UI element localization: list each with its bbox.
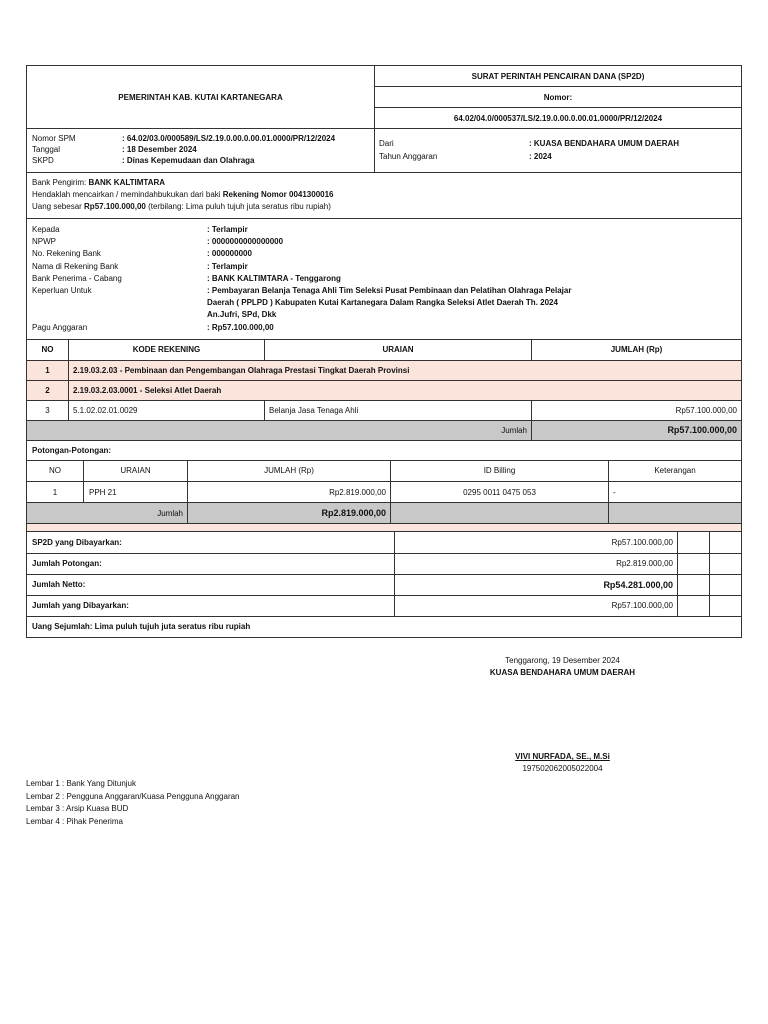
pagu-label: Pagu Anggaran (32, 322, 88, 332)
jumlah-dibayarkan-value: Rp57.100.000,00 (395, 595, 678, 616)
list-item: Lembar 1 : Bank Yang Ditunjuk (26, 779, 136, 788)
keperluan-line-2: Daerah ( PPLPD ) Kabupaten Kutai Kartanegara Dalam Rangka Seleksi Atlet Daerah Th. 2024 (207, 298, 558, 308)
bank-pengirim-value: BANK KALTIMTARA (88, 178, 166, 187)
pot-total-row (27, 503, 742, 524)
summary-table (26, 532, 742, 638)
signatory-nip: 197502062005022004 (522, 764, 603, 773)
table-row (27, 400, 742, 420)
keperluan-line-1: : Pembayaran Belanja Tenaga Ahli Tim Seleksi Pusat Pembinaan dan Pelatihan Olahraga Pelajar (207, 286, 572, 296)
skpd-value: : Dinas Kepemudaan dan Olahraga (122, 156, 255, 165)
col-jumlah: JUMLAH (Rp) (532, 340, 742, 360)
npwp-label: NPWP (32, 237, 56, 247)
sp2d-document (26, 65, 742, 638)
row-no: 3 (27, 400, 69, 420)
nomor-value: 64.02/04.0/000537/LS/2.19.0.00.0.00.01.0000/PR/12/2024 (375, 108, 742, 129)
nama-rekening-value: : Terlampir (207, 261, 248, 271)
signature-role: KUASA BENDAHARA UMUM DAERAH (489, 668, 636, 677)
uang-amount: Rp57.100.000,00 (84, 202, 146, 211)
sp2d-label: SP2D yang Dibayarkan: (27, 532, 395, 553)
jumlah-potongan-value: Rp2.819.000,00 (395, 553, 678, 574)
nomor-label: Nomor: (375, 87, 742, 108)
tahun-value: : 2024 (529, 152, 552, 161)
nomor-spm-value: : 64.02/03.0/000589/LS/2.19.0.00.0.00.01.0000/PR/12/2024 (122, 134, 336, 143)
pot-total-value: Rp2.819.000,00 (188, 503, 391, 524)
pot-row-billing: 0295 0011 0475 053 (391, 482, 609, 503)
skpd-label: SKPD (32, 156, 54, 165)
table-row (27, 360, 742, 380)
pot-row-jumlah: Rp2.819.000,00 (188, 482, 391, 503)
pot-col-keterangan: Keterangan (609, 461, 742, 482)
table-row (27, 482, 742, 503)
jumlah-netto-label: Jumlah Netto: (27, 574, 395, 595)
tanggal-label: Tanggal (32, 145, 61, 154)
dari-label: Dari (379, 139, 394, 148)
pagu-value: : Rp57.100.000,00 (207, 322, 274, 332)
norek-label: No. Rekening Bank (32, 249, 101, 259)
row-kode: 5.1.02.02.01.0029 (69, 400, 265, 420)
instruction-text: Hendaklah mencairkan / memindahbukukan dari baki (32, 190, 223, 199)
list-item: Lembar 4 : Pihak Penerima (26, 816, 123, 826)
document-title: SURAT PERINTAH PENCAIRAN DANA (SP2D) (375, 66, 742, 87)
dari-value: : KUASA BENDAHARA UMUM DAERAH (529, 139, 680, 148)
row-no: 2 (27, 380, 69, 400)
potongan-title: Potongan-Potongan: (32, 445, 112, 455)
tanggal-value: : 18 Desember 2024 (122, 145, 197, 154)
pot-col-no: NO (27, 461, 84, 482)
header-table (26, 65, 742, 129)
bank-pengirim-label: Bank Pengirim: (32, 178, 89, 187)
kepada-value: : Terlampir (207, 225, 248, 234)
sp2d-value: Rp57.100.000,00 (395, 532, 678, 553)
col-uraian: URAIAN (265, 340, 532, 360)
jumlah-netto-value: Rp54.281.000,00 (395, 574, 678, 595)
pot-col-jumlah: JUMLAH (Rp) (188, 461, 391, 482)
row-program: 2.19.03.2.03 - Pembinaan dan Pengembangan Olahraga Prestasi Tingkat Daerah Provinsi (69, 360, 742, 380)
pot-col-uraian: URAIAN (84, 461, 188, 482)
separator-band (26, 524, 742, 532)
col-kode-rekening: KODE REKENING (69, 340, 265, 360)
spm-info (26, 129, 742, 173)
uang-sejumlah: Uang Sejumlah: Lima puluh tujuh juta seratus ribu rupiah (27, 616, 742, 637)
place-date: Tenggarong, 19 Desember 2024 (505, 656, 620, 665)
bank-info (26, 173, 742, 219)
list-item: Lembar 3 : Arsip Kuasa BUD (26, 804, 129, 813)
potongan-title-row (26, 441, 742, 461)
norek-value: : 000000000 (207, 249, 252, 259)
uang-terbilang: (terbilang: Lima puluh tujuh juta seratus ribu rupiah) (145, 202, 331, 211)
row-kegiatan: 2.19.03.2.03.0001 - Seleksi Atlet Daerah (69, 380, 742, 400)
pot-row-uraian: PPH 21 (84, 482, 188, 503)
kepada-label: Kepada (32, 225, 60, 234)
npwp-value: : 0000000000000000 (207, 237, 284, 247)
keperluan-line-3: An.Jufri, SPd, Dkk (207, 310, 277, 320)
bank-penerima-label: Bank Penerima - Cabang (32, 273, 122, 283)
uang-text: Uang sebesar (32, 202, 85, 211)
row-no: 1 (27, 360, 69, 380)
pot-row-keterangan: - (609, 482, 742, 503)
bank-penerima-value: : BANK KALTIMTARA - Tenggarong (207, 273, 341, 283)
keperluan-label: Keperluan Untuk (32, 286, 92, 296)
signatory-name: VIVI NURFADA, SE., M.Si (515, 752, 610, 761)
total-label: Jumlah (27, 420, 532, 440)
total-value: Rp57.100.000,00 (532, 420, 742, 440)
list-item: Lembar 2 : Pengguna Anggaran/Kuasa Pengguna Anggaran (26, 791, 240, 801)
jumlah-potongan-label: Jumlah Potongan: (27, 553, 395, 574)
recipient-info (26, 219, 742, 340)
government-name: PEMERINTAH KAB. KUTAI KARTANEGARA (27, 66, 375, 129)
signature-block (470, 656, 655, 773)
rekening-table (26, 340, 742, 441)
jumlah-dibayarkan-label: Jumlah yang Dibayarkan: (27, 595, 395, 616)
tahun-label: Tahun Anggaran (379, 152, 438, 161)
potongan-table (26, 461, 742, 525)
row-jumlah: Rp57.100.000,00 (532, 400, 742, 420)
total-row (27, 420, 742, 440)
row-uraian: Belanja Jasa Tenaga Ahli (265, 400, 532, 420)
table-row (27, 380, 742, 400)
rekening-nomor: Rekening Nomor 0041300016 (222, 190, 334, 199)
lembar-list (26, 778, 240, 828)
nomor-spm-label: Nomor SPM (32, 134, 76, 143)
pot-row-no: 1 (27, 482, 84, 503)
pot-total-label: Jumlah (27, 503, 188, 524)
pot-col-billing: ID Billing (391, 461, 609, 482)
col-no: NO (27, 340, 69, 360)
nama-rekening-label: Nama di Rekening Bank (32, 261, 119, 271)
